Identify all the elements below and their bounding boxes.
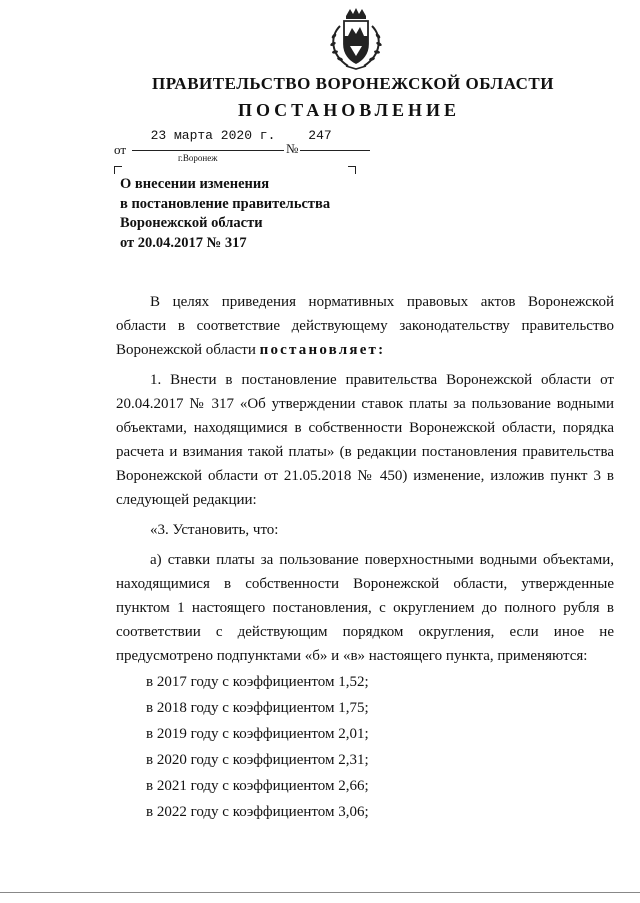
- item-1-paragraph: 1. Внести в постановление правительства Воронежской области от 20.04.2017 № 317 «Об утверждении ставок платы за пользование водными объектами, находящимися в собственности Воронежской области, порядка расчета и взимания такой платы» (в редакции постановления правительства Воронежской области от 21.05.2018 № 450) изменение, изложив пункт 3 в следующей редакции:: [116, 372, 614, 508]
- document-date: 23 марта 2020 г.: [150, 128, 276, 143]
- document-number: 247: [308, 128, 332, 143]
- date-number-line: [114, 128, 374, 158]
- subject-line: от 20.04.2017 № 317: [120, 234, 247, 251]
- coefficient-line: в 2018 году с коэффициентом 1,75;: [146, 700, 369, 716]
- subject-bracket-left: [114, 166, 122, 174]
- organization-title: ПРАВИТЕЛЬСТВО ВОРОНЕЖСКОЙ ОБЛАСТИ: [151, 74, 554, 93]
- subject-line: Воронежской области: [120, 215, 263, 231]
- document-type: ПОСТАНОВЛЕНИЕ: [237, 100, 461, 120]
- number-underline: [300, 150, 370, 151]
- subject-bracket-right: [348, 166, 356, 174]
- preamble-paragraph: [116, 290, 614, 362]
- decree-word: постановляет:: [259, 342, 386, 358]
- coat-of-arms-icon: [326, 6, 386, 72]
- coefficient-line: в 2021 году с коэффициентом 2,66;: [146, 778, 369, 794]
- subject-line: О внесении изменения: [120, 176, 270, 192]
- page-bottom-rule: [0, 892, 640, 893]
- subject-line: в постановление правительства: [120, 195, 331, 212]
- city: г.Воронеж: [178, 153, 218, 163]
- preamble-text: В целях приведения нормативных правовых актов Воронежской области в соответствие действующему законодательству правительство Воронежской области: [116, 294, 614, 358]
- coefficient-line: в 2020 году с коэффициентом 2,31;: [146, 752, 369, 768]
- document-subject: [120, 175, 380, 253]
- number-prefix: №: [286, 141, 299, 156]
- document-body: [116, 290, 614, 824]
- coefficient-line: в 2019 году с коэффициентом 2,01;: [146, 726, 369, 742]
- date-prefix: от: [114, 142, 127, 157]
- date-underline: [132, 150, 284, 151]
- quoted-clause-3: «3. Установить, что:: [150, 522, 279, 538]
- coefficient-line: в 2017 году с коэффициентом 1,52;: [146, 674, 369, 690]
- subitem-a-paragraph: а) ставки платы за пользование поверхностными водными объектами, находящимися в собственности Воронежской области, утвержденные пунктом 1 настоящего постановления, с округлением до полного рубля в соответствии с действующим порядком округления, если иное не предусмотрено подпунктами «б» и «в» настоящего пункта, применяются:: [116, 552, 614, 664]
- coefficient-line: в 2022 году с коэффициентом 3,06;: [146, 804, 369, 820]
